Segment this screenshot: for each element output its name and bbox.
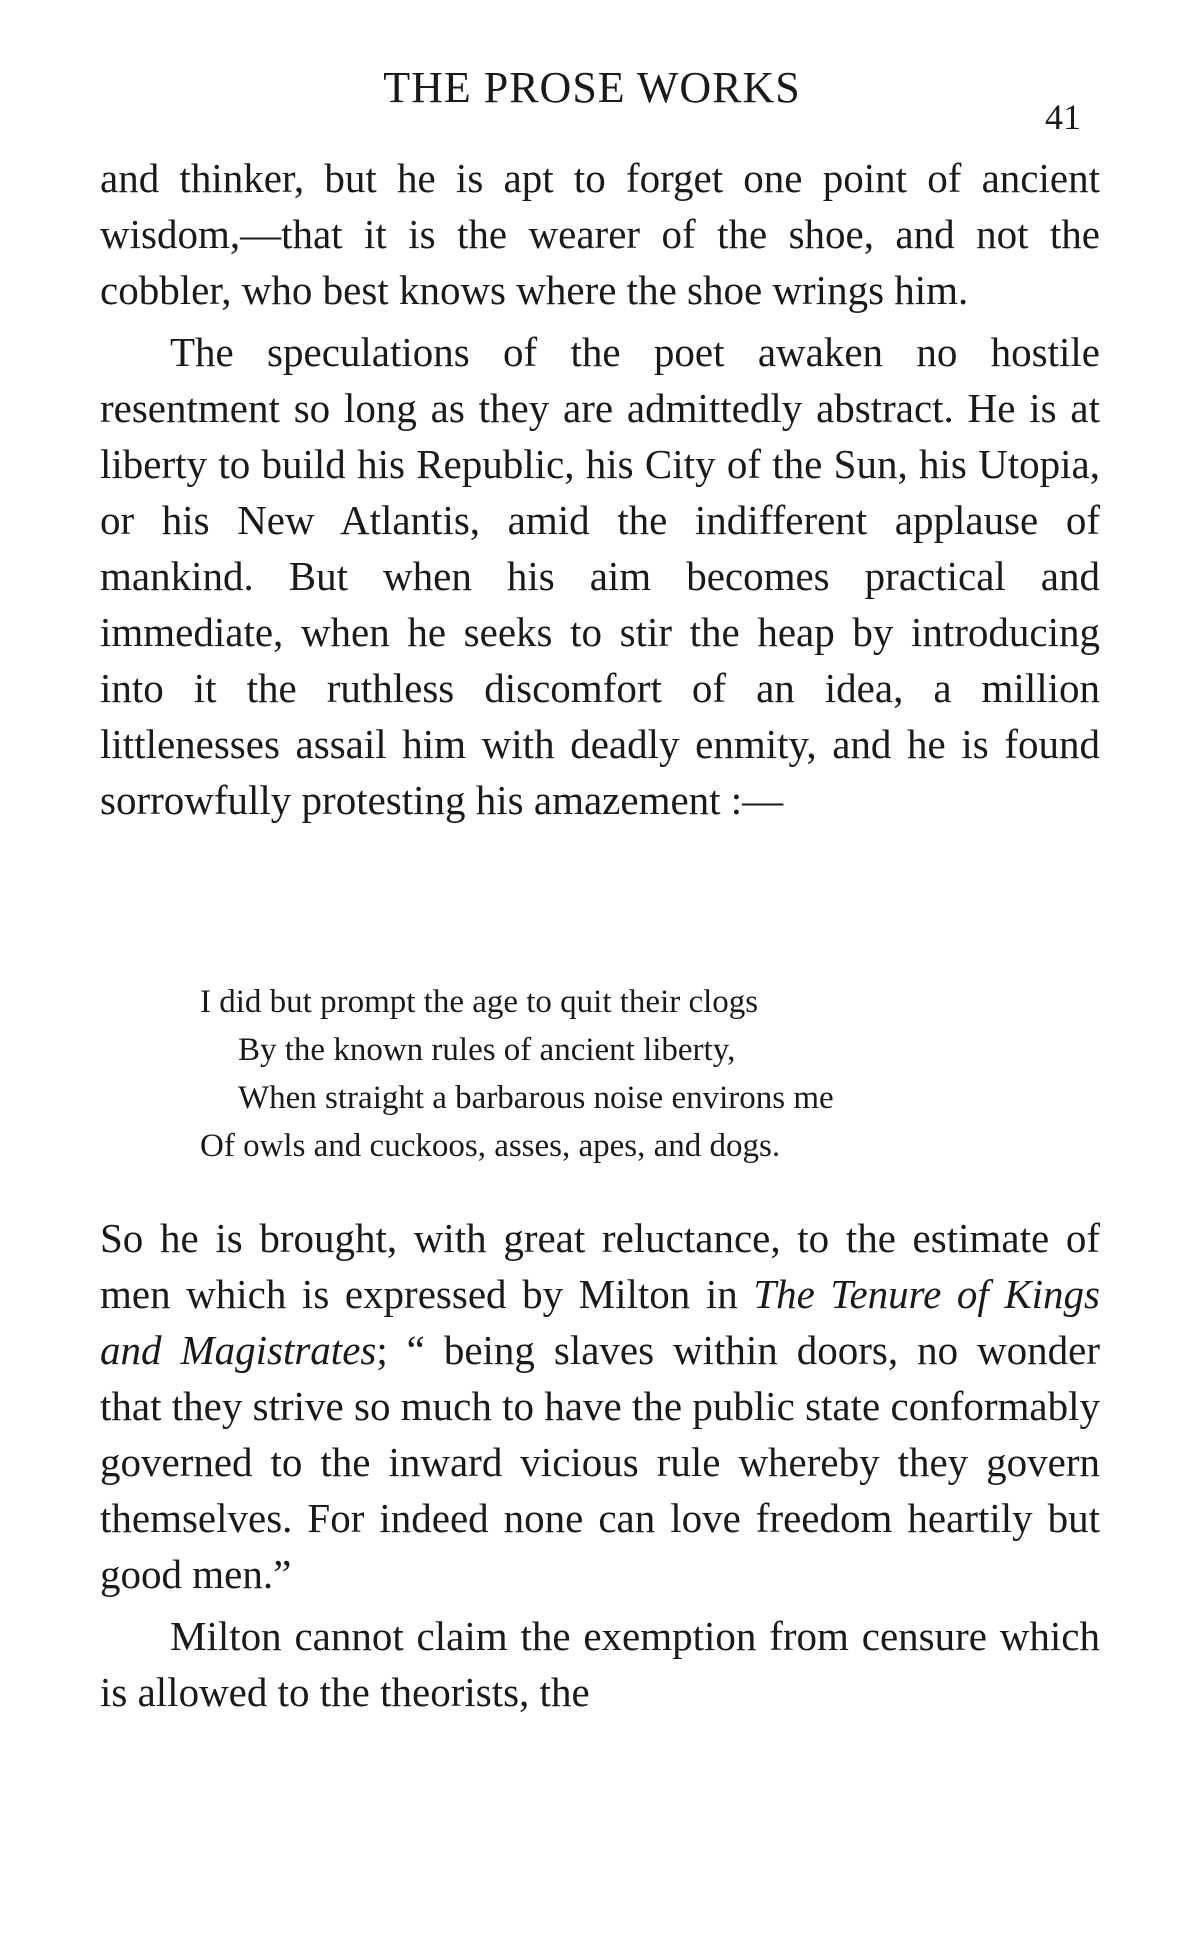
paragraph-3-quote: ; “ being slaves within doors, no wonder that they strive so much to have the public state conformably governed to the inward vicious rule whereby they govern themselves. For indeed none can love freedom heartily but good men.” xyxy=(100,1327,1100,1597)
page-number: 41 xyxy=(1045,97,1081,137)
paragraph-4: Milton cannot claim the exemption from censure which is allowed to the theorists, the xyxy=(100,1613,1100,1715)
running-title: THE PROSE WORKS xyxy=(383,63,801,112)
work-title: The Tenure of Kings and Magistrates xyxy=(100,1271,1101,1373)
text-block-top xyxy=(100,150,1100,828)
verse-line-3: When straight a barbarous noise environs me xyxy=(238,1080,834,1116)
paragraph-2: The speculations of the poet awaken no hostile resentment so long as they are admittedly abstract. He is at liberty to build his Republic, his City of the Sun, his Utopia, or his New Atlantis, amid the indifferent applause of mankind. But when his aim becomes practical and immediate, when he seeks to stir the heap by introducing into it the ruthless discomfort of an idea, a million littlenesses assail him with deadly enmity, and he is found sorrowfully protesting his amazement :— xyxy=(100,329,1100,823)
verse-quotation xyxy=(200,978,834,1170)
text-block-bottom xyxy=(100,1210,1100,1720)
verse-line-2: By the known rules of ancient liberty, xyxy=(238,1032,736,1068)
paragraph-3-lead: So he is brought, with great reluctance, to the estimate of men which is expressed by Milton in xyxy=(100,1215,1100,1317)
paragraph-3 xyxy=(100,1210,1100,1602)
verse-line-4: Of owls and cuckoos, asses, apes, and dogs. xyxy=(200,1128,781,1164)
verse-line-1: I did but prompt the age to quit their clogs xyxy=(200,984,759,1020)
paragraph-1: and thinker, but he is apt to forget one point of ancient wisdom,—that it is the wearer of the shoe, and not the cobbler, who best knows where the shoe wrings him. xyxy=(100,155,1100,313)
